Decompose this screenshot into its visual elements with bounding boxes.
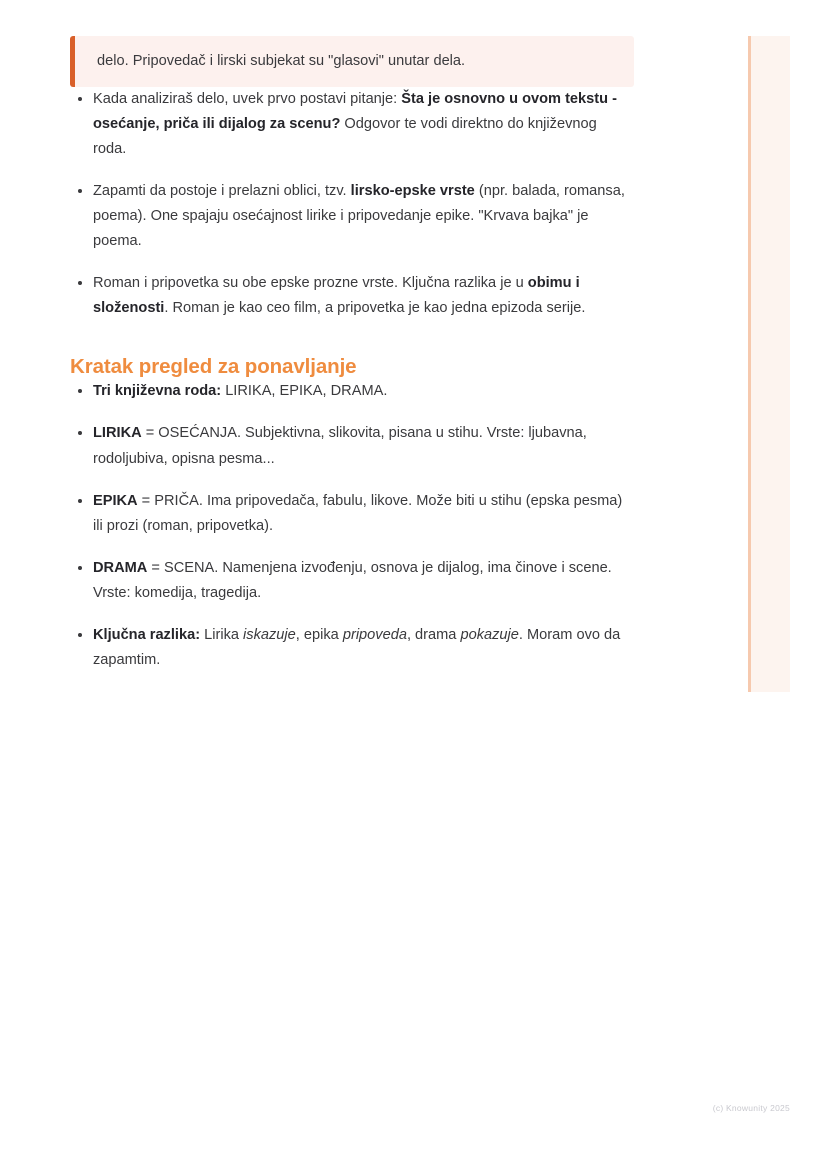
- text-run: Roman i pripovetka su obe epske prozne vrste. Ključna razlika je u: [93, 275, 528, 292]
- summary-bullet-list: [70, 379, 634, 673]
- list-item: [70, 271, 634, 321]
- callout-text: delo. Pripovedač i lirski subjekat su "glasovi" unutar dela.: [97, 53, 466, 69]
- section-heading-summary: Kratak pregled za ponavljanje: [70, 355, 357, 379]
- text-run: = SCENA. Namenjena izvođenju, osnova je dijalog, ima činove i scene. Vrste: komedija, tragedija.: [93, 559, 612, 601]
- emphasis-bold: lirsko-epske vrste: [350, 182, 475, 199]
- text-run: , drama: [406, 627, 461, 644]
- decorative-side-strip: [748, 36, 790, 692]
- text-run: Kada analiziraš delo, uvek prvo postavi pitanje:: [93, 90, 402, 107]
- list-item: [70, 556, 634, 606]
- text-run: . Roman je kao ceo film, a pripovetka je kao jedna epizoda serije.: [164, 300, 586, 317]
- emphasis-italic: iskazuje: [243, 627, 296, 644]
- text-run: . Moram ovo da zapamtim.: [93, 627, 621, 669]
- emphasis-bold: Tri književna roda:: [93, 383, 222, 400]
- list-item: [70, 379, 634, 404]
- footer-copyright: (c) Knowunity 2025: [712, 1103, 790, 1113]
- emphasis-bold: DRAMA: [93, 559, 148, 576]
- text-run: Lirika: [200, 627, 244, 644]
- emphasis-bold: obimu i složenosti: [93, 275, 580, 317]
- emphasis-bold: LIRIKA: [93, 425, 142, 442]
- list-item: [70, 623, 634, 673]
- list-item: [70, 87, 634, 162]
- emphasis-bold: Šta je osnovno u ovom tekstu - osećanje, priča ili dijalog za scenu?: [93, 90, 617, 132]
- list-item: [70, 179, 634, 254]
- emphasis-italic: pripoveda: [342, 627, 407, 644]
- text-run: LIRIKA, EPIKA, DRAMA.: [221, 383, 388, 400]
- emphasis-italic: pokazuje: [460, 627, 519, 644]
- callout-box: [70, 36, 634, 87]
- text-run: (npr. balada, romansa, poema). One spajaju osećajnost lirike i pripovedanje epike. "Krvava bajka" je poema.: [93, 182, 625, 250]
- text-run: , epika: [295, 627, 343, 644]
- text-run: = OSEĆANJA. Subjektivna, slikovita, pisana u stihu. Vrste: ljubavna, rodoljubiva, opisna pesma...: [93, 425, 587, 467]
- list-item: [70, 421, 634, 471]
- emphasis-bold: Ključna razlika:: [93, 627, 201, 644]
- emphasis-bold: EPIKA: [93, 492, 138, 509]
- text-run: Odgovor te vodi direktno do književnog roda.: [93, 115, 597, 157]
- list-item: [70, 489, 634, 539]
- text-run: Zapamti da postoje i prelazni oblici, tzv.: [93, 182, 351, 199]
- document-content: [70, 36, 634, 673]
- text-run: = PRIČA. Ima pripovedača, fabulu, likove. Može biti u stihu (epska pesma) ili prozi (roman, pripovetka).: [93, 492, 623, 534]
- tips-bullet-list: [70, 87, 634, 322]
